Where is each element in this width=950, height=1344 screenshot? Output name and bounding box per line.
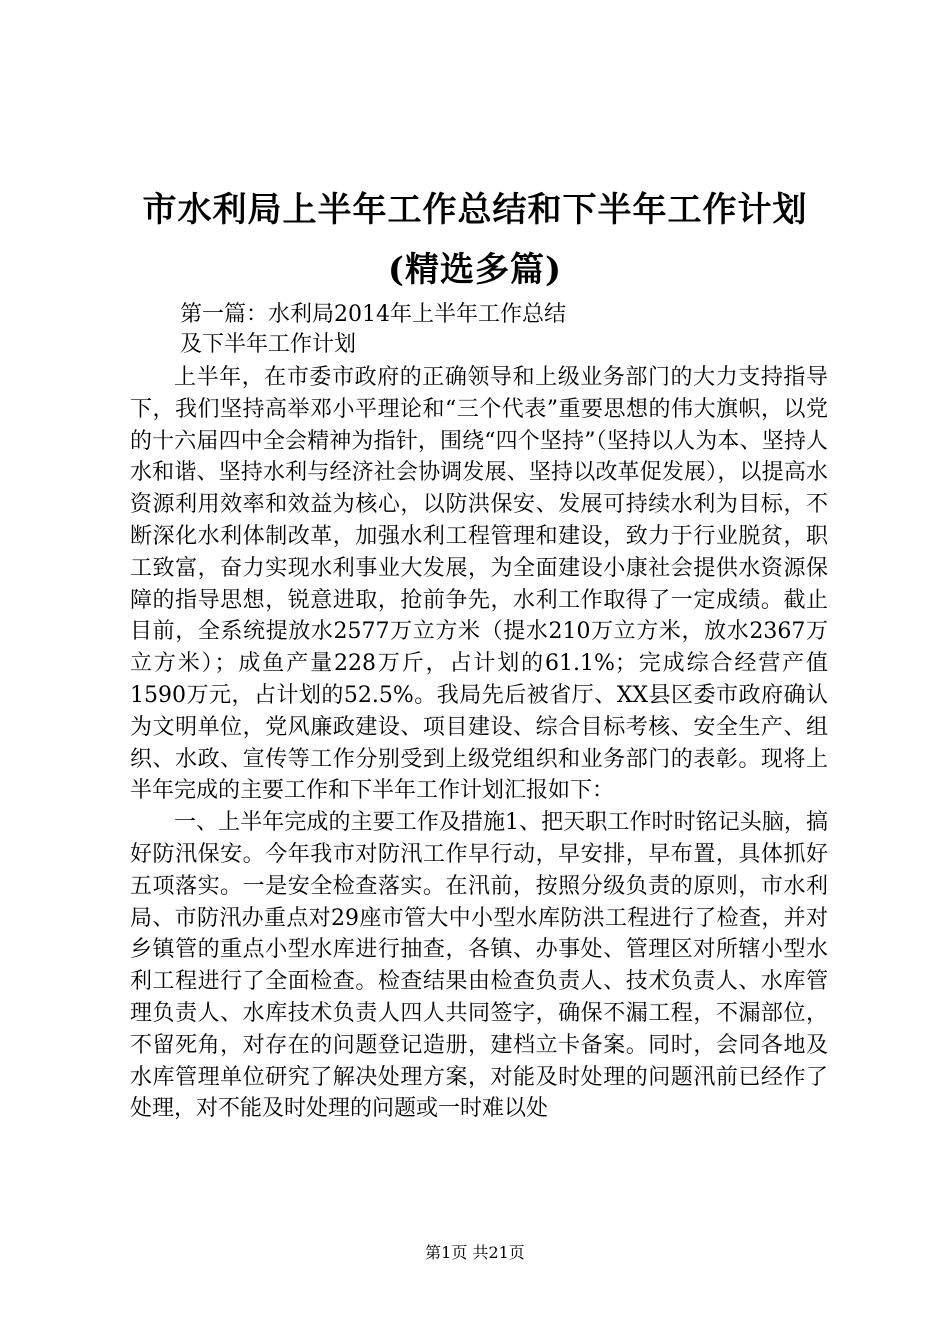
section-heading-line1: 第一篇：水利局2014年上半年工作总结	[180, 302, 566, 327]
body-paragraph: 一、上半年完成的主要工作及措施1、把天职工作时时铭记头脑，搞好防汛保安。今年我市对防汛工作早行动，早安排，早布置，具体抓好五项落实。一是安全检查落实。在汛前，按照分级负责的原则，市水利局、市防汛办重点对29座市管大中小型水库防洪工程进行了检查，并对乡镇管的重点小型水库进行抽查，各镇、办事处、管理区对所辖小型水利工程进行了全面检查。检查结果由检查负责人、技术负责人、水库管理负责人、水库技术负责人四人共同签字，确保不漏工程，不漏部位，不留死角，对存在的问题登记造册，建档立卡备案。同时，会同各地及水库管理单位研究了解决处理方案，对能及时处理的问题汛前已经作了处理，对不能及时处理的问题或一时难以处	[130, 810, 828, 1122]
document-body	[130, 362, 828, 1125]
page-number-footer: 第1页 共21页	[425, 1243, 525, 1262]
document-title-line1: 市水利局上半年工作总结和下半年工作计划	[142, 190, 808, 230]
body-paragraph: 上半年，在市委市政府的正确领导和上级业务部门的大力支持指导下，我们坚持高举邓小平理论和“三个代表”重要思想的伟大旗帜，以党的十六届四中全会精神为指针，围绕“四个坚持”（坚持以人为本、坚持人水和谐、坚持水利与经济社会协调发展、坚持以改革促发展），以提高水资源利用效率和效益为核心，以防洪保安、发展可持续水利为目标，不断深化水利体制改革，加强水利工程管理和建设，致力于行业脱贫，职工致富，奋力实现水利事业大发展，为全面建设小康社会提供水资源保障的指导思想，锐意进取，抢前争先，水利工作取得了一定成绩。截止目前，全系统提放水2577万立方米（提水210万立方米，放水2367万立方米）；成鱼产量228万斤，占计划的61.1%；完成综合经营产值1590万元，占计划的52.5%。我局先后被省厅、XX县区委市政府确认为文明单位，党风廉政建设、项目建设、综合目标考核、安全生产、组织、水政、宣传等工作分别受到上级党组织和业务部门的表彰。现将上半年完成的主要工作和下半年工作计划汇报如下：	[130, 365, 828, 804]
document-title-line2: (精选多篇)	[387, 250, 563, 290]
section-heading-line2: 及下半年工作计划	[180, 332, 357, 357]
